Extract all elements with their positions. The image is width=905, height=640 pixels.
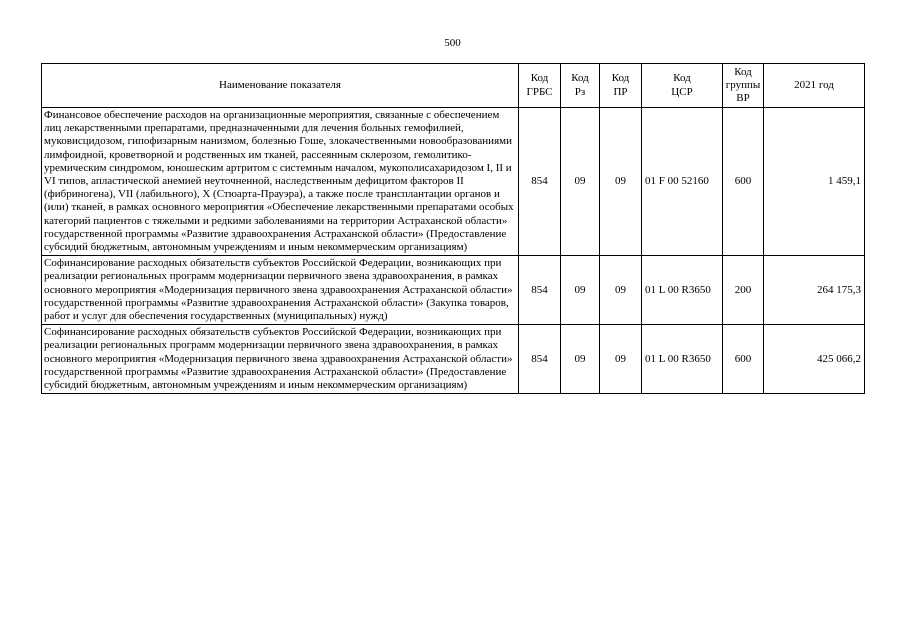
row-vr: 600	[723, 108, 764, 256]
header-pr-line1: Код	[611, 72, 630, 85]
header-vr-line3: ВР	[736, 92, 750, 105]
header-csr-line1: Код	[673, 72, 691, 85]
row-vr: 600	[723, 325, 764, 394]
row-grbs: 854	[519, 108, 561, 256]
header-pr-line2: ПР	[613, 85, 628, 98]
table-row	[42, 256, 865, 325]
header-grbs-line1: Код	[530, 72, 549, 85]
budget-table	[41, 63, 865, 394]
page-number: 500	[444, 37, 461, 49]
row-pr: 09	[600, 256, 642, 325]
row-csr: 01 L 00 R3650	[642, 256, 723, 325]
row-description: Софинансирование расходных обязательств субъектов Российской Федерации, возникающих при реализации региональных программ модернизации первичного звена здравоохранения, в рамках основного мероприятия «Модернизация первичного звена здравоохранения Астраханской области» государственной программы «Развитие здравоохранения Астраханской области» (Предоставление субсидий бюджетным, автономным учреждениям и иным некоммерческим организациям)	[42, 325, 519, 394]
table-row	[42, 108, 865, 256]
header-pr	[600, 64, 642, 108]
header-csr-line2: ЦСР	[671, 85, 693, 98]
header-vr-line1: Код	[734, 65, 752, 78]
header-vr	[723, 64, 764, 108]
table-row	[42, 325, 865, 394]
row-amount: 1 459,1	[764, 108, 865, 256]
row-rz: 09	[561, 325, 600, 394]
row-rz: 09	[561, 256, 600, 325]
header-grbs	[519, 64, 561, 108]
header-grbs-line2: ГРБС	[526, 85, 553, 98]
row-rz: 09	[561, 108, 600, 256]
row-csr: 01 F 00 52160	[642, 108, 723, 256]
header-rz	[561, 64, 600, 108]
header-name: Наименование показателя	[42, 64, 519, 108]
header-rz-line2: Рз	[574, 85, 586, 98]
header-year: 2021 год	[764, 64, 865, 108]
row-pr: 09	[600, 325, 642, 394]
row-amount: 264 175,3	[764, 256, 865, 325]
header-vr-line2: группы	[725, 78, 761, 91]
row-amount: 425 066,2	[764, 325, 865, 394]
row-pr: 09	[600, 108, 642, 256]
row-vr: 200	[723, 256, 764, 325]
header-rz-line1: Код	[571, 72, 589, 85]
row-description: Софинансирование расходных обязательств субъектов Российской Федерации, возникающих при реализации региональных программ модернизации первичного звена здравоохранения, в рамках основного мероприятия «Модернизация первичного звена здравоохранения Астраханской области» государственной программы «Развитие здравоохранения Астраханской области» (Закупка товаров, работ и услуг для обеспечения государственных (муниципальных) нужд)	[42, 256, 519, 325]
row-grbs: 854	[519, 325, 561, 394]
header-csr	[642, 64, 723, 108]
table-header-row	[42, 64, 865, 108]
row-description: Финансовое обеспечение расходов на организационные мероприятия, связанные с обеспечением лиц лекарственными препаратами, предназначенными для лечения больных гемофилией, муковисцидозом, гипофизарным нанизмом, болезнью Гоше, злокачественными новообразованиями лимфоидной, кроветворной и родственных им тканей, рассеянным склерозом, гемолитико-уремическим синдромом, юношеским артритом с системным началом, мукополисахаридозом I, II и VI типов, апластической анемией неуточненной, наследственным дефицитом факторов II (фибриногена), VII (лабильного), X (Стюарта-Прауэра), а также после трансплантации органов и (или) тканей, в рамках основного мероприятия «Обеспечение лекарственными препаратами особых категорий пациентов с тяжелыми и редкими заболеваниями на территории Астраханской области» государственной программы «Развитие здравоохранения Астраханской области» (Предоставление субсидий бюджетным, автономным учреждениям и иным некоммерческим организациям)	[42, 108, 519, 256]
row-csr: 01 L 00 R3650	[642, 325, 723, 394]
row-grbs: 854	[519, 256, 561, 325]
